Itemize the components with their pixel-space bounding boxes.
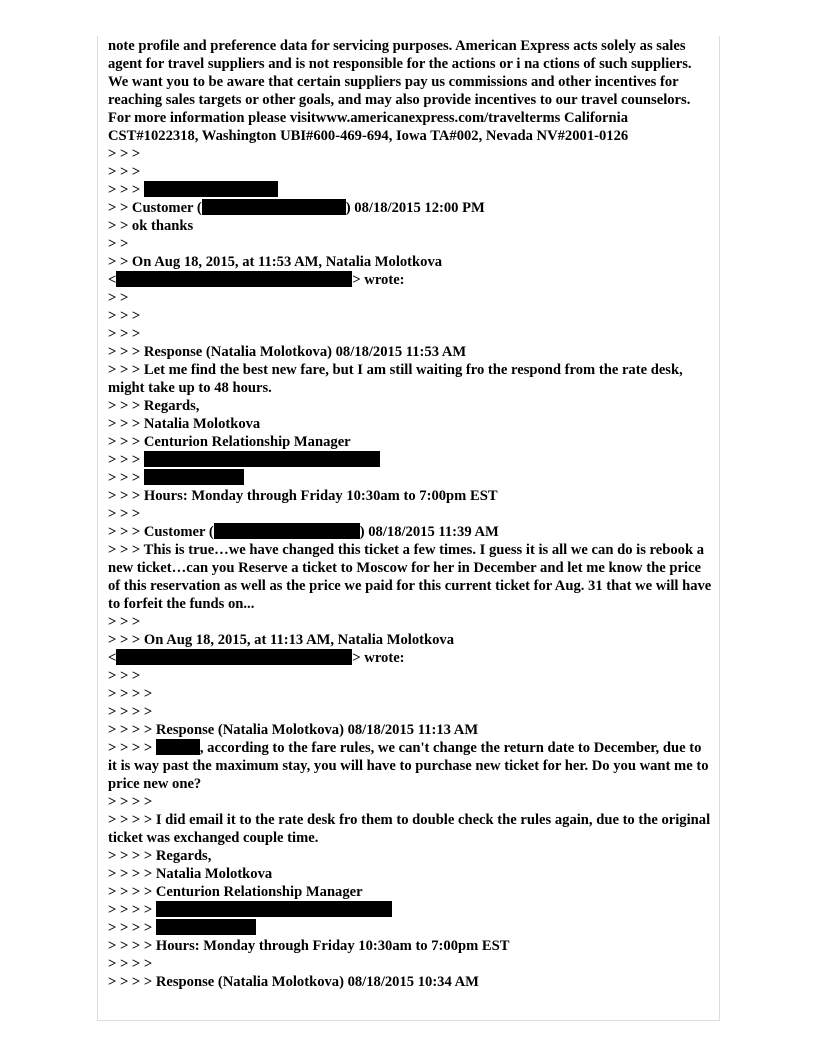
- quote-line: > > > >: [108, 956, 153, 972]
- customer-header: [108, 523, 712, 541]
- signature-name: > > > > Natalia Molotkova: [108, 866, 273, 882]
- quote-marker: > > > >: [108, 902, 153, 918]
- angle-open: <: [108, 650, 117, 666]
- quote-line: > >: [108, 236, 129, 252]
- customer-timestamp: ) 08/18/2015 12:00 PM: [345, 200, 485, 216]
- quote-line: > > >: [108, 326, 141, 342]
- response-message: > > > Let me find the best new fare, but I am still waiting fro the respond from the rate desk, might take up to 48 hours.: [108, 362, 683, 396]
- redaction-bar: [156, 901, 392, 917]
- response-header: > > > > Response (Natalia Molotkova) 08/18/2015 10:34 AM: [108, 974, 479, 990]
- redaction-bar: [144, 469, 244, 485]
- hours-line: > > > > Hours: Monday through Friday 10:30am to 7:00pm EST: [108, 938, 510, 954]
- quote-line-redacted: [108, 469, 712, 487]
- redaction-bar: [116, 649, 352, 665]
- quote-line: > > >: [108, 668, 141, 684]
- on-date-wrote-line: > > On Aug 18, 2015, at 11:53 AM, Natalia Molotkova: [108, 254, 443, 270]
- quote-line: > > > >: [108, 686, 153, 702]
- signature-title: > > > > Centurion Relationship Manager: [108, 884, 363, 900]
- customer-message: > > > This is true…we have changed this ticket a few times. I guess it is all we can do is rebook a new ticket…can you Reserve a ticket to Moscow for her in December and let me know the price of this reservation as well as the price we paid for this current ticket for Aug. 31 that we will have to forfeit the funds on...: [108, 542, 712, 612]
- sender-email-line: [108, 271, 712, 289]
- customer-timestamp: ) 08/18/2015 11:39 AM: [359, 524, 499, 540]
- quote-line: > > >: [108, 506, 141, 522]
- quote-line-redacted: [108, 451, 712, 469]
- quote-marker: > > >: [108, 182, 141, 198]
- response-message: [108, 739, 712, 793]
- on-date-wrote-line: > > > On Aug 18, 2015, at 11:13 AM, Natalia Molotkova: [108, 632, 455, 648]
- quote-marker: > > > >: [108, 920, 153, 936]
- customer-message: > > ok thanks: [108, 218, 194, 234]
- customer-header: [108, 199, 712, 217]
- quote-line-redacted: [108, 181, 712, 199]
- customer-prefix: > > Customer (: [108, 200, 202, 216]
- quote-line-redacted: [108, 919, 712, 937]
- response-message-text: , according to the fare rules, we can't change the return date to December, due to it is way past the maximum stay, you will have to purchase new ticket for her. Do you want me to price new one?: [108, 740, 709, 792]
- redaction-bar: [214, 523, 360, 539]
- signature-name: > > > Natalia Molotkova: [108, 416, 261, 432]
- quote-marker: > > >: [108, 470, 141, 486]
- quote-line: > > >: [108, 308, 141, 324]
- quote-line: > > > >: [108, 704, 153, 720]
- quote-marker: > > > >: [108, 740, 153, 756]
- quote-line: > >: [108, 290, 129, 306]
- redaction-bar: [156, 739, 200, 755]
- angle-open: <: [108, 272, 117, 288]
- signature-title: > > > Centurion Relationship Manager: [108, 434, 351, 450]
- disclaimer-paragraph: note profile and preference data for servicing purposes. American Express acts solely as sales agent for travel suppliers and is not responsible for the actions or i na ctions of such suppliers. We want you to be aware that certain suppliers pay us commissions and other incentives for reaching sales targets or other goals, and may also provide incentives to our travel counselors. For more information please visitwww.americanexpress.com/travelterms California CST#1022318, Washington UBI#600-469-694, Iowa TA#002, Nevada NV#2001-0126: [108, 38, 692, 144]
- response-message: > > > > I did email it to the rate desk fro them to double check the rules again, due to the original ticket was exchanged couple time.: [108, 812, 711, 846]
- redaction-bar: [144, 451, 380, 467]
- sender-email-line: [108, 649, 712, 667]
- regards-line: > > > > Regards,: [108, 848, 212, 864]
- wrote-label: > wrote:: [352, 650, 405, 666]
- hours-line: > > > Hours: Monday through Friday 10:30am to 7:00pm EST: [108, 488, 498, 504]
- redaction-bar: [144, 181, 278, 197]
- wrote-label: > wrote:: [352, 272, 405, 288]
- email-thread: [108, 37, 712, 991]
- response-header: > > > Response (Natalia Molotkova) 08/18/2015 11:53 AM: [108, 344, 467, 360]
- quote-line-redacted: [108, 901, 712, 919]
- redaction-bar: [202, 199, 346, 215]
- response-header: > > > > Response (Natalia Molotkova) 08/18/2015 11:13 AM: [108, 722, 479, 738]
- customer-prefix: > > > Customer (: [108, 524, 214, 540]
- quote-marker: > > >: [108, 452, 141, 468]
- redaction-bar: [156, 919, 256, 935]
- quote-line: > > > >: [108, 794, 153, 810]
- quote-line: > > >: [108, 164, 141, 180]
- quote-line: > > >: [108, 146, 141, 162]
- regards-line: > > > Regards,: [108, 398, 200, 414]
- redaction-bar: [116, 271, 352, 287]
- quote-line: > > >: [108, 614, 141, 630]
